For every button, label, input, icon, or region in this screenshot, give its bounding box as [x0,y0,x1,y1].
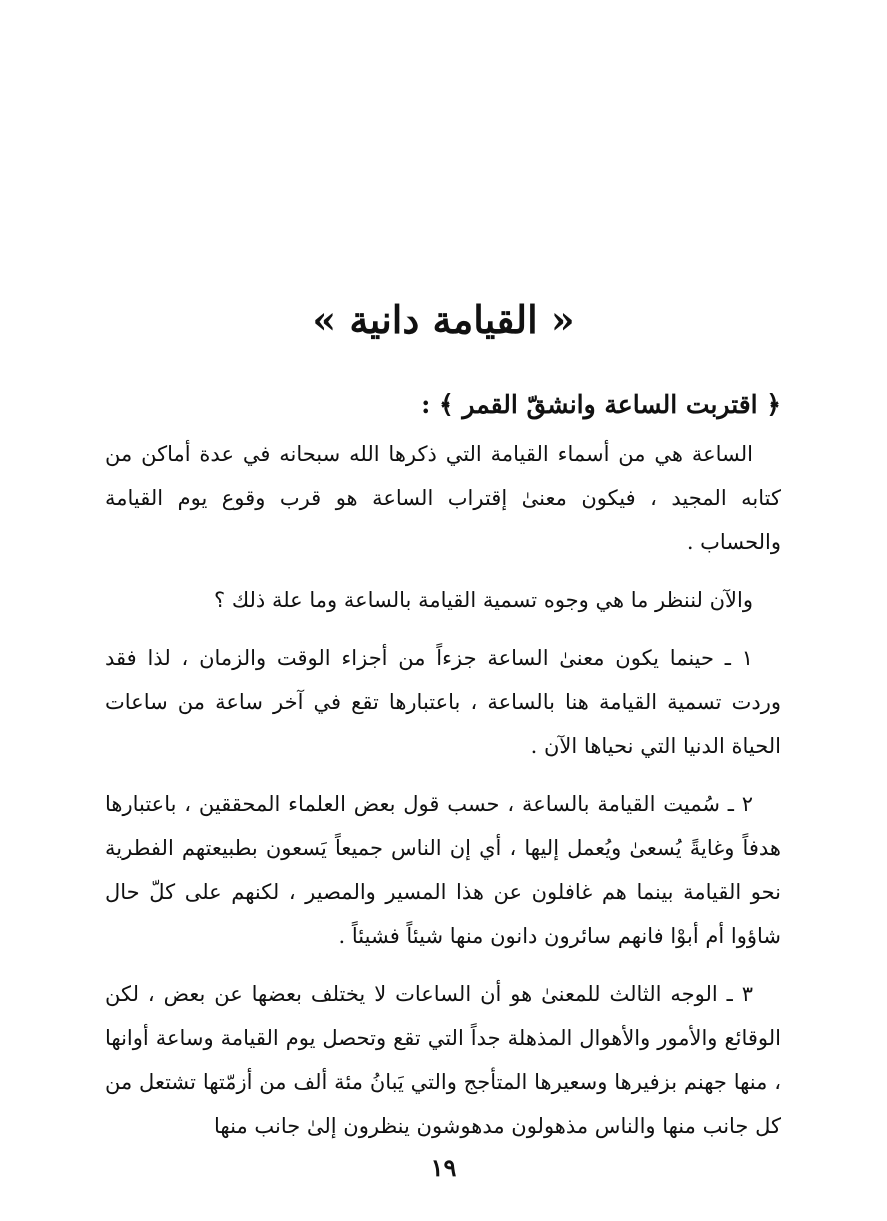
verse-heading: ﴿ اقتربت الساعة وانشقّ القمر ﴾ : [421,390,781,419]
page-number: ١٩ [430,1153,457,1182]
paragraph-3: ١ ـ حينما يكون معنىٰ الساعة جزءاً من أجزاء الوقت والزمان ، لذا فقد وردت تسمية القيامة هنا بالساعة ، باعتبارها تقع في آخر ساعة من ساعات الحياة الدنيا التي نحياها الآن . [105,646,781,758]
paragraph-2: والآن لننظر ما هي وجوه تسمية القيامة بالساعة وما علة ذلك ؟ [214,588,753,612]
chapter-title: « القيامة دانية » [312,297,575,342]
body-text [105,432,781,1162]
paragraph-1: الساعة هي من أسماء القيامة التي ذكرها الله سبحانه في عدة أماكن من كتابه المجيد ، فيكون معنىٰ إقتراب الساعة هو قرب وقوع يوم القيامة والحساب . [105,442,781,554]
paragraph-4: ٢ ـ سُميت القيامة بالساعة ، حسب قول بعض العلماء المحققين ، باعتبارها هدفاً وغايةً يُسعىٰ ويُعمل إليها ، أي إن الناس جميعاً يَسعون بطبيعتهم الفطرية نحو القيامة بينما هم غافلون عن هذا المسير والمصير ، لكنهم على كلّ حال شاؤوا أم أبوْا فانهم سائرون دانون منها شيئاً فشيئاً . [105,792,781,948]
paragraph-5: ٣ ـ الوجه الثالث للمعنىٰ هو أن الساعات لا يختلف بعضها عن بعض ، لكن الوقائع والأمور والأهوال المذهلة جداً التي تقع وتحصل يوم القيامة وساعة أوانها ، منها جهنم بزفيرها وسعيرها المتأجج والتي يَبانُ مئة ألف من أزمّتها تشتعل من كل جانب منها والناس مذهولون مدهوشون ينظرون إلىٰ جانب منها [105,982,781,1138]
